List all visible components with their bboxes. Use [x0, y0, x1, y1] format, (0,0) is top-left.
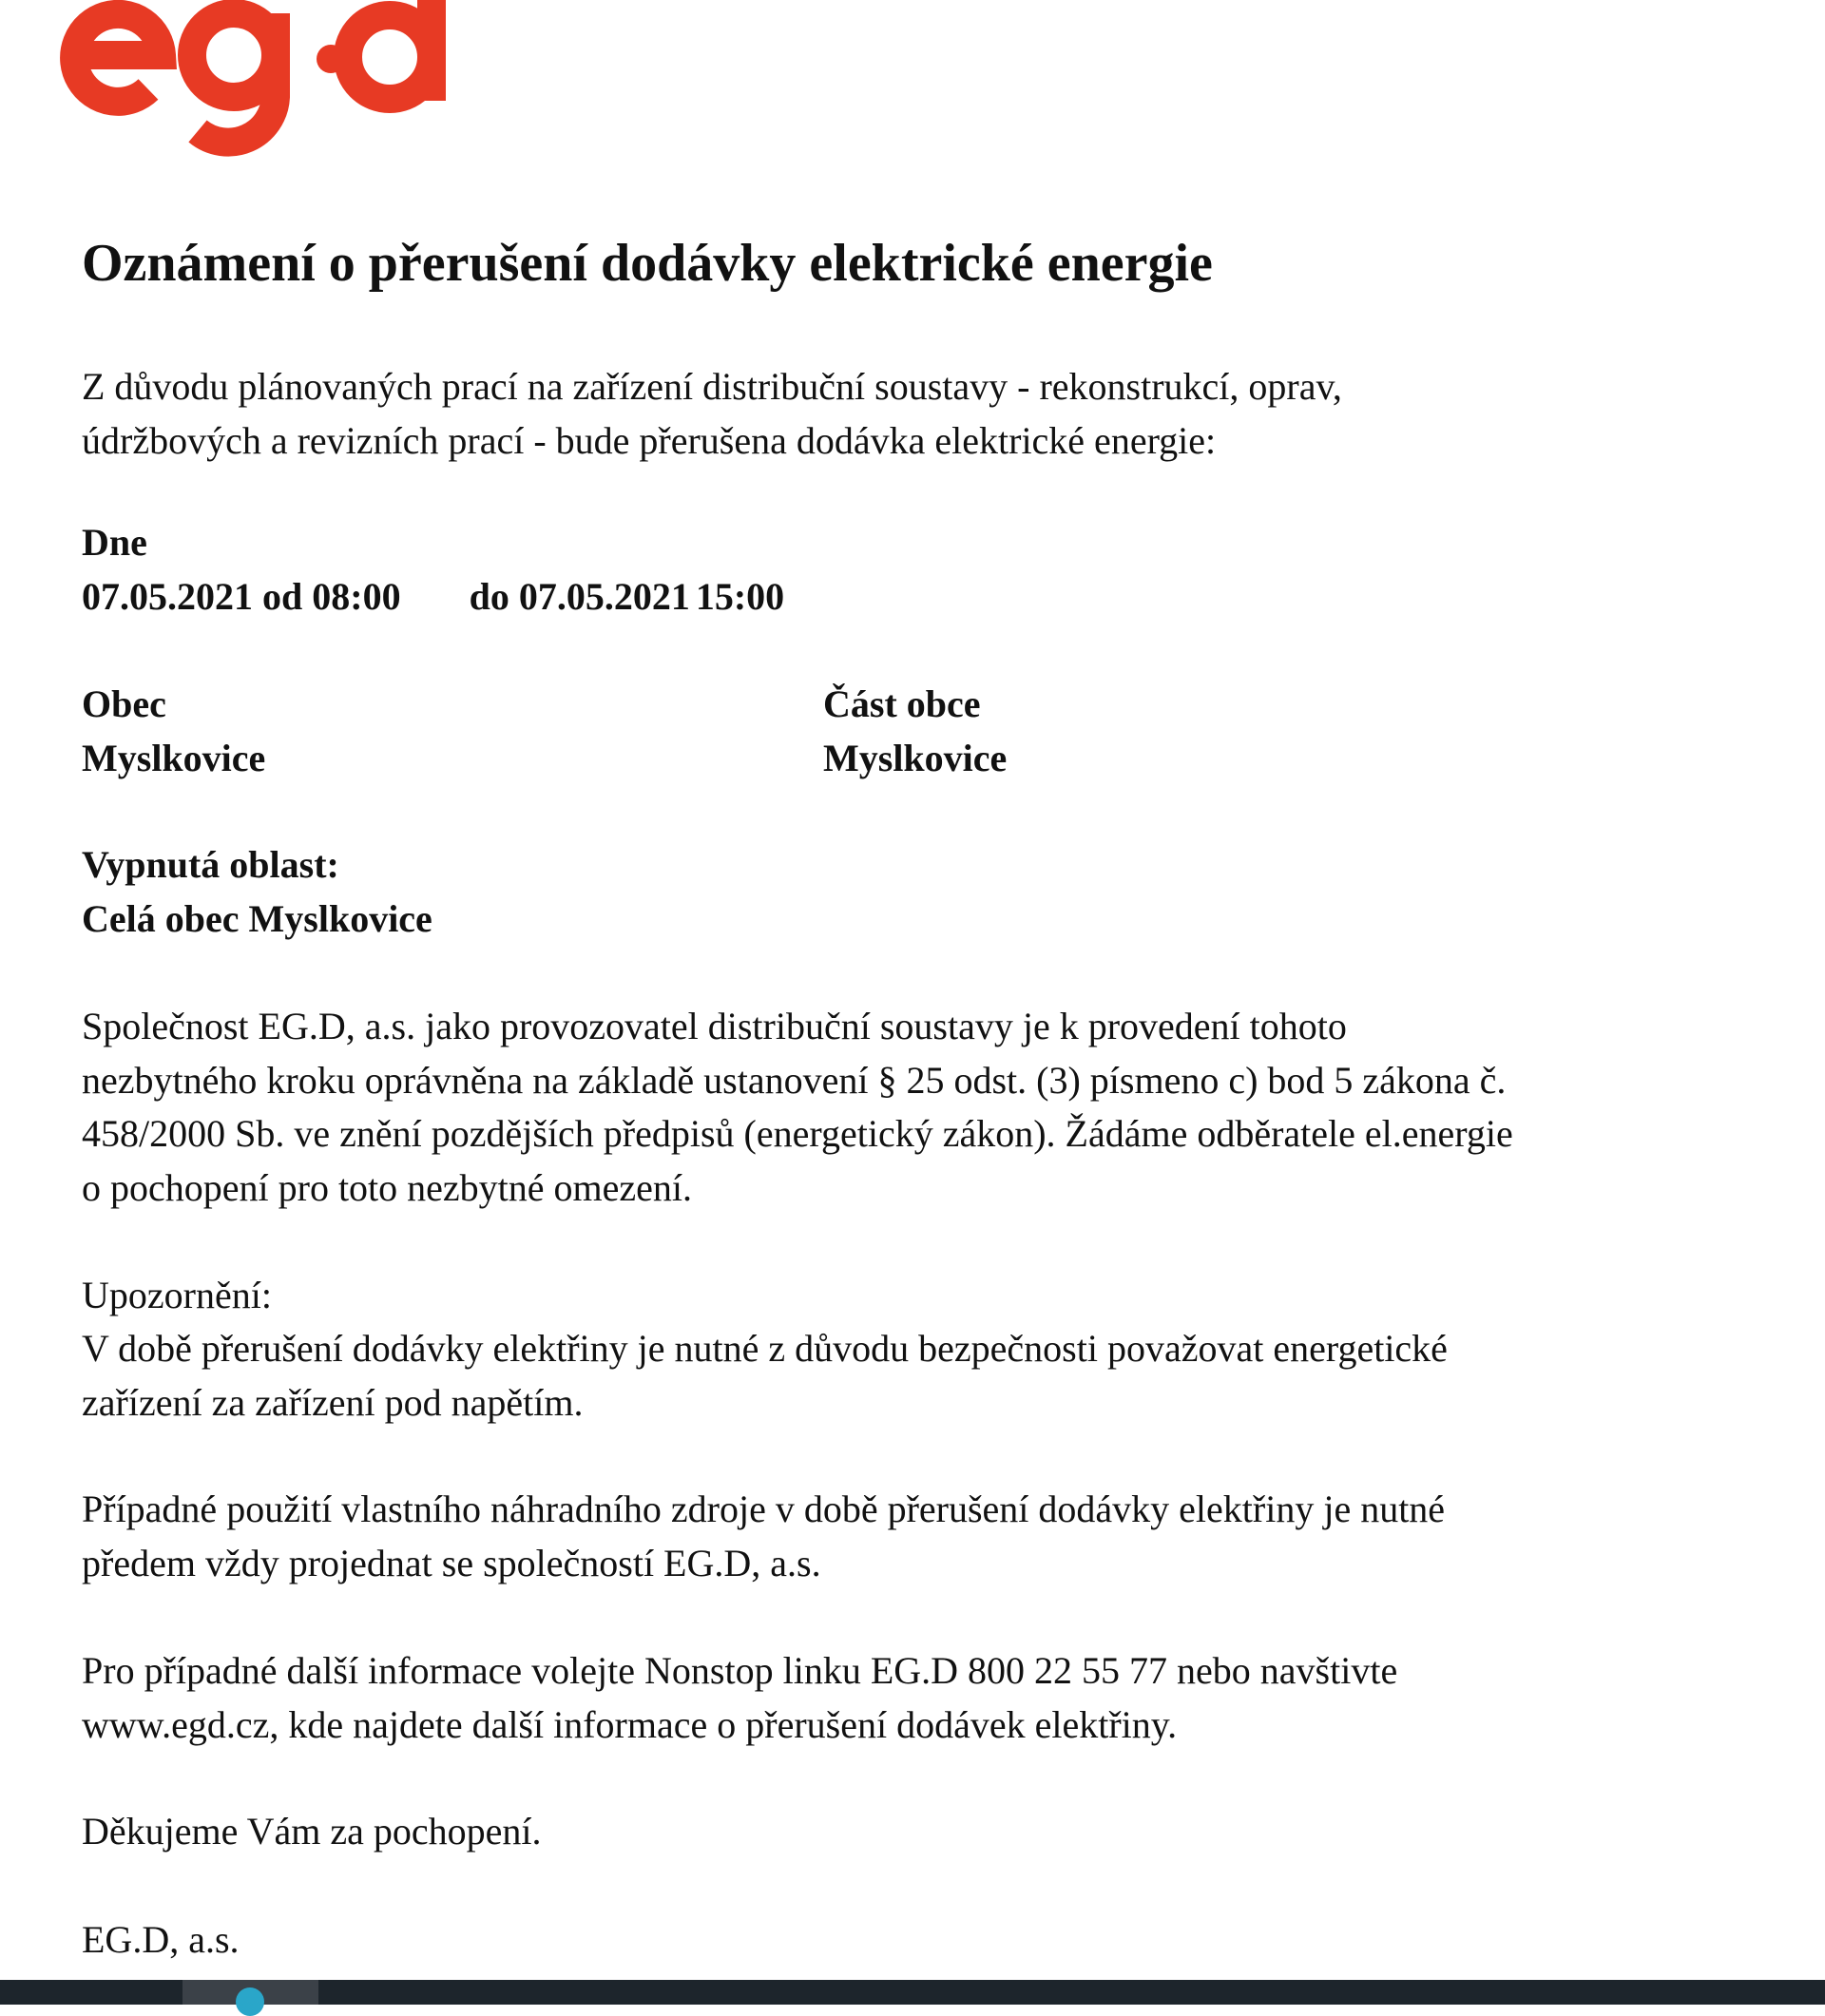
date-range [82, 569, 1783, 624]
date-from: 07.05.2021 od 08:00 [82, 575, 401, 618]
legal-line-4: o pochopení pro toto nezbytné omezení. [82, 1166, 693, 1209]
warning-line-2: zařízení za zařízení pod napětím. [82, 1381, 584, 1424]
area-value: Celá obec Myslkovice [82, 897, 432, 940]
backup-line-1: Případné použití vlastního náhradního zdroje v době přerušení dodávky elektřiny je nutné [82, 1488, 1446, 1530]
part-label: Část obce [823, 682, 981, 725]
intro-line-1: Z důvodu plánovaných prací na zařízení distribuční soustavy - rekonstrukcí, oprav, [82, 365, 1342, 408]
thanks-text: Děkujeme Vám za pochopení. [82, 1810, 542, 1853]
info-line-1: Pro případné další informace volejte Nonstop linku EG.D 800 22 55 77 nebo navštivte [82, 1649, 1398, 1692]
info-line-2: www.egd.cz, kde najdete další informace o přerušení dodávek elektřiny. [82, 1703, 1178, 1746]
intro-line-2: údržbových a revizních prací - bude přerušena dodávka elektrické energie: [82, 419, 1217, 462]
area-label: Vypnutá oblast: [82, 843, 339, 886]
time-to: 15:00 [695, 575, 785, 618]
notice-title: Oznámení o přerušení dodávky elektrické energie [82, 234, 1213, 293]
app-circle-icon[interactable] [236, 1987, 264, 2016]
date-to: do 07.05.2021 [469, 575, 690, 618]
legal-line-1: Společnost EG.D, a.s. jako provozovatel distribuční soustavy je k provedení tohoto [82, 1005, 1347, 1047]
part-value: Myslkovice [823, 737, 1008, 779]
egd-logo-graphic [55, 0, 456, 162]
taskbar [0, 1980, 1825, 2005]
warning-line-1: V době přerušení dodávky elektřiny je nutné z důvodu bezpečnosti považovat energetické [82, 1327, 1448, 1370]
backup-line-2: předem vždy projednat se společností EG.D, a.s. [82, 1542, 821, 1584]
date-label: Dne [82, 521, 147, 564]
municipality-label: Obec [82, 682, 166, 725]
legal-line-3: 458/2000 Sb. ve znění pozdějších předpisů (energetický zákon). Žádáme odběratele el.energie [82, 1112, 1513, 1155]
legal-line-2: nezbytného kroku oprávněna na základě ustanovení § 25 odst. (3) písmeno c) bod 5 zákona č. [82, 1059, 1507, 1102]
municipality-value: Myslkovice [82, 737, 266, 779]
warning-label: Upozornění: [82, 1274, 272, 1316]
egd-logo [55, 0, 456, 162]
signature: EG.D, a.s. [82, 1918, 240, 1961]
